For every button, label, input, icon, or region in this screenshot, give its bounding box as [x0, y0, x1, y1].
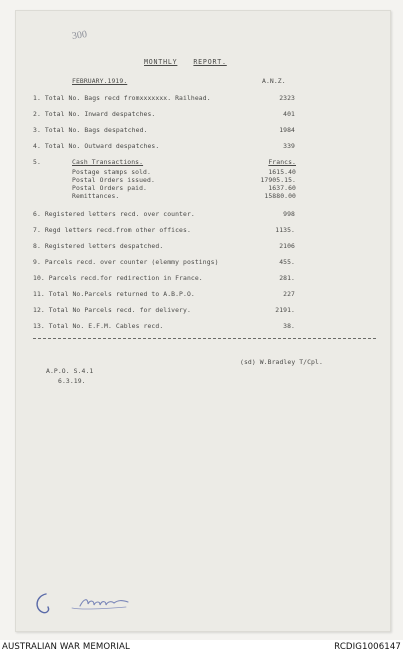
document-sheet — [15, 10, 391, 632]
item-value: 38. — [283, 322, 295, 330]
cash-row-label: Postal Orders paid. — [72, 184, 148, 192]
cash-row-label: Postage stamps sold. — [72, 168, 151, 176]
report-unit: A.N.Z. — [262, 77, 286, 85]
cash-item-number: 5. — [33, 158, 41, 166]
cash-row-value: 17905.15. — [260, 176, 296, 184]
apo-line: A.P.O. S.4.1 — [46, 367, 94, 375]
item-value: 2191. — [275, 306, 295, 314]
cash-row-value: 1637.60 — [268, 184, 296, 192]
item-value: 998 — [283, 210, 295, 218]
cash-currency: Francs. — [268, 158, 296, 166]
cash-row-value: 1615.40 — [268, 168, 296, 176]
cash-row-value: 15880.00 — [264, 192, 296, 200]
item-value: 227 — [283, 290, 295, 298]
date-line: 6.3.19. — [58, 377, 86, 385]
title-word-monthly: MONTHLY — [144, 58, 178, 66]
item-label: 2. Total No. Inward despatches. — [33, 110, 156, 118]
signature-line: (sd) W.Bradley T/Cpl. — [240, 358, 323, 366]
item-label: 4. Total No. Outward despatches. — [33, 142, 160, 150]
item-label: 10. Parcels recd.for redirection in France. — [33, 274, 203, 282]
item-label: 13. Total No. E.F.M. Cables recd. — [33, 322, 164, 330]
item-label: 7. Regd letters recd.from other offices. — [33, 226, 191, 234]
item-label: 9. Parcels recd. over counter (elemmy postings) — [33, 258, 219, 266]
archive-credit: AUSTRALIAN WAR MEMORIAL — [2, 642, 130, 652]
item-value: 281. — [279, 274, 295, 282]
item-label: 12. Total No Parcels recd. for delivery. — [33, 306, 191, 314]
handwritten-signature — [32, 588, 142, 616]
item-label: 8. Registered letters despatched. — [33, 242, 164, 250]
item-value: 2106 — [279, 242, 295, 250]
report-title — [144, 58, 227, 66]
folio-number: 300 — [71, 29, 88, 42]
item-value: 455. — [279, 258, 295, 266]
item-value: 1135. — [275, 226, 295, 234]
dashed-divider — [33, 338, 376, 339]
record-id: RCDIG1006147 — [334, 642, 401, 652]
item-label: 3. Total No. Bags despatched. — [33, 126, 148, 134]
item-value: 2323 — [279, 94, 295, 102]
title-word-report: REPORT. — [193, 58, 227, 66]
item-value: 339 — [283, 142, 295, 150]
item-label: 1. Total No. Bags recd fromxxxxxxx. Railhead. — [33, 94, 211, 102]
item-value: 1984 — [279, 126, 295, 134]
report-period: FEBRUARY.1919. — [72, 77, 128, 85]
item-label: 11. Total No.Parcels returned to A.B.P.O. — [33, 290, 195, 298]
item-value: 401 — [283, 110, 295, 118]
cash-row-label: Remittances. — [72, 192, 120, 200]
item-label: 6. Registered letters recd. over counter. — [33, 210, 195, 218]
cash-heading: Cash Transactions. — [72, 158, 144, 166]
cash-row-label: Postal Orders issued. — [72, 176, 155, 184]
